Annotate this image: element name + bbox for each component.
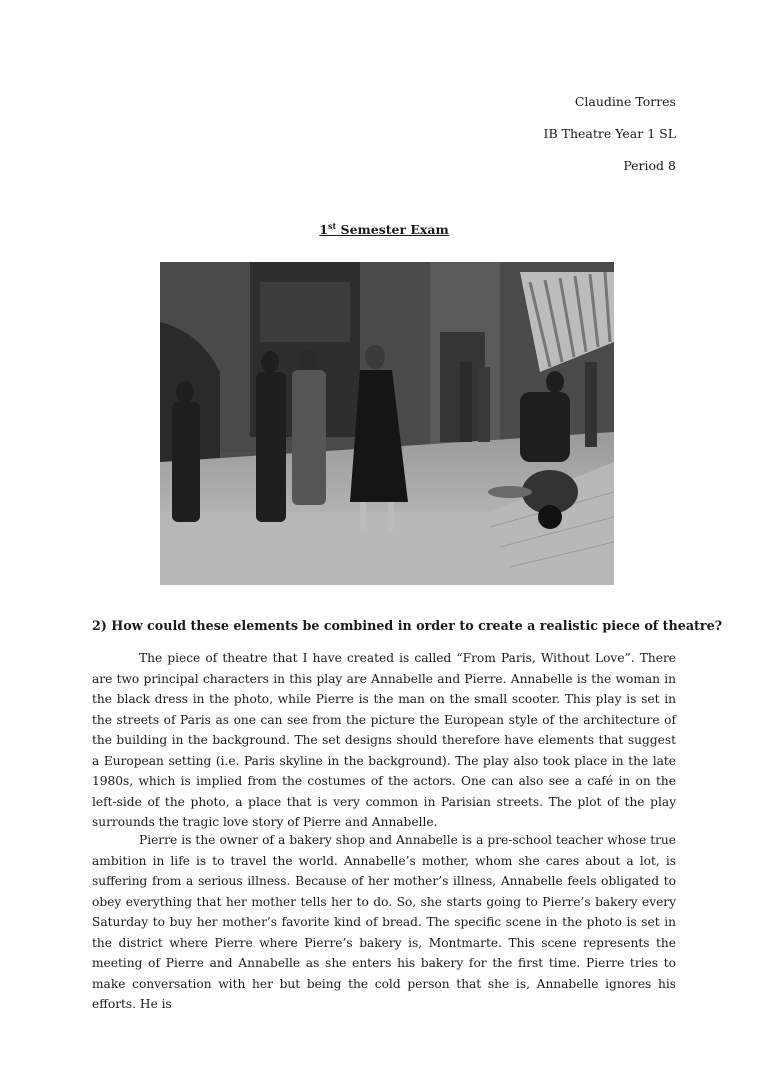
class-period: Period 8 — [623, 158, 676, 173]
street-scene-photo — [160, 262, 614, 585]
author-name: Claudine Torres — [574, 94, 676, 109]
answer-paragraph-2: Pierre is the owner of a bakery shop and Annabelle is a pre-school teacher whose true ambition in life is to travel the world. Annabelle’s mother, whom she cares about a lot, is suffering from a serious illness. Because of her mother’s illness, Annabelle feels obligated to obey everything that her mother tells her to do. So, she starts going to Pierre’s bakery every Saturday to buy her mother’s favorite kind of bread. The specific scene in the photo is set in the district where Pierre where Pierre’s bakery is, Montmarte. This scene represents the meeting of Pierre and Annabelle as she enters his bakery for the first time. Pierre tries to make conversation with her but being the cold person that she is, Annabelle ignores his efforts. He is — [92, 833, 676, 1011]
title-ordinal-suffix: st — [327, 220, 337, 231]
title-text: Semester Exam — [340, 222, 449, 237]
exam-question: 2) How could these elements be combined in order to create a realistic piece of theatre? — [92, 618, 723, 633]
title-number: 1 — [319, 222, 328, 237]
answer-paragraph-1: The piece of theatre that I have created is called “From Paris, Without Love”. There are two principal characters in this play are Annabelle and Pierre. Annabelle is the woman in the black dress in the photo, while Pierre is the man on the small scooter. This play is set in the streets of Paris as one can see from the picture the European style of the architecture of the building in the background. The set designs should therefore have elements that suggest a European setting (i.e. Paris skyline in the background). The play also took place in the late 1980s, which is implied from the costumes of the actors. One can also see a café in on the left-side of the photo, a place that is very common in Parisian streets. The plot of the play surrounds the tragic love story of Pierre and Annabelle. — [92, 651, 676, 829]
page-title — [0, 222, 768, 237]
course-name: IB Theatre Year 1 SL — [543, 126, 676, 141]
